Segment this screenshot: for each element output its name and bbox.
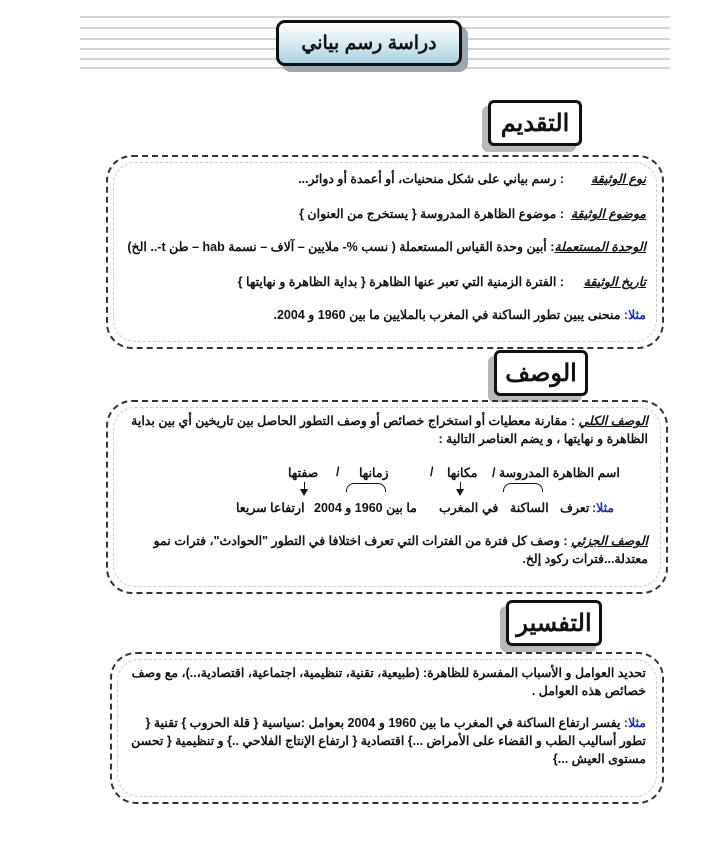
header-rule [80, 67, 670, 69]
partial-text: : وصف كل فترة من الفترات التي تعرف اختلافا في التطور "الحوادث"، فترات نمو معتدلة...فترات ركود إلخ. [153, 534, 648, 566]
element-time: زمانها [359, 466, 389, 480]
brace-name [503, 483, 543, 492]
example-text: منحنى يبين تطور الساكنة في المغرب بالملايين ما بين 1960 و 2004. [273, 308, 624, 322]
example-subject: الساكنة [510, 501, 549, 515]
intro-example [274, 307, 647, 322]
brace-time [346, 483, 386, 492]
intro-row [298, 171, 646, 186]
intro-row [127, 239, 646, 254]
example-text: يفسر ارتفاع الساكنة في المغرب ما بين 1960 و 2004 بعوامل :سياسية { قلة الحروب } تقنية { تطور أساليب الطب و القضاء على الأمراض ...} اقتصادية { ارتفاع الإنتاج الفلاحي ..} و تنظيمية { تحسن مستوى العيش ...} [131, 716, 646, 766]
example-label: مثلا: [623, 308, 646, 322]
element-place: مكانها [447, 466, 478, 480]
row-value: : رسم بياني على شكل منحنيات، أو أعمدة أو دوائر... [298, 172, 564, 186]
example-period: ما بين 1960 و 2004 [314, 501, 417, 515]
interpretation-box [110, 652, 664, 804]
global-text: : مقارنة معطيات أو استخراج خصائص أو وصف التطور الحاصل بين تاريخين أي بين بداية الظاهرة و نهايتها ، و يضم العناصر التالية : [131, 414, 648, 446]
example-verb: تعرف [560, 501, 590, 515]
example-label: مثلا: [623, 716, 646, 730]
example-quality: ارتفاعا سريعا [236, 501, 305, 515]
element-quality: صفتها [288, 466, 319, 480]
intro-row [238, 274, 646, 289]
element-name: اسم الظاهرة المدروسة / [492, 466, 620, 480]
page-title: دراسة رسم بياني [276, 20, 462, 66]
row-value: : أبين وحدة القياس المستعملة ( نسب %- ملايين – آلاف – نسمة hab – طن t-.. الخ) [127, 240, 555, 254]
partial-label: الوصف الجزئي [571, 534, 648, 548]
row-value: : الفترة الزمنية التي تعبر عنها الظاهرة { بداية الظاهرة و نهايتها } [237, 275, 564, 289]
interpretation-example [126, 714, 646, 768]
row-value: : موضوع الظاهرة المدروسة { يستخرج من العنوان } [299, 207, 564, 221]
header-rule [80, 16, 670, 18]
row-label: تاريخ الوثيقة [583, 275, 646, 289]
interpretation-text: تحديد العوامل و الأسباب المفسرة للظاهرة: (طبيعية، تقنية، تنظيمية، اجتماعية، اقتصادية،..)، مع وصف خصائص هذه العوامل . [131, 666, 646, 698]
description-box [106, 400, 668, 594]
section-heading-intro: التقديم [488, 100, 582, 146]
arrow-quality [304, 482, 305, 490]
section-heading-description: الوصف [494, 350, 588, 396]
section-heading-interpretation: التفسير [506, 600, 602, 646]
partial-description [123, 532, 648, 568]
example-label: مثلا: [592, 501, 615, 515]
arrow-place [460, 482, 461, 490]
intro-box [106, 155, 664, 349]
element-sep: / [430, 465, 434, 479]
global-label: الوصف الكلي [578, 414, 648, 428]
row-label: نوع الوثيقة [591, 172, 646, 186]
element-sep: / [336, 465, 340, 479]
example-place: المغرب [439, 501, 479, 515]
intro-row [299, 206, 646, 221]
example-prep: في [482, 501, 499, 515]
global-description [123, 412, 648, 448]
row-label: موضوع الوثيقة [570, 207, 646, 221]
row-label: الوحدة المستعملة [554, 240, 646, 254]
